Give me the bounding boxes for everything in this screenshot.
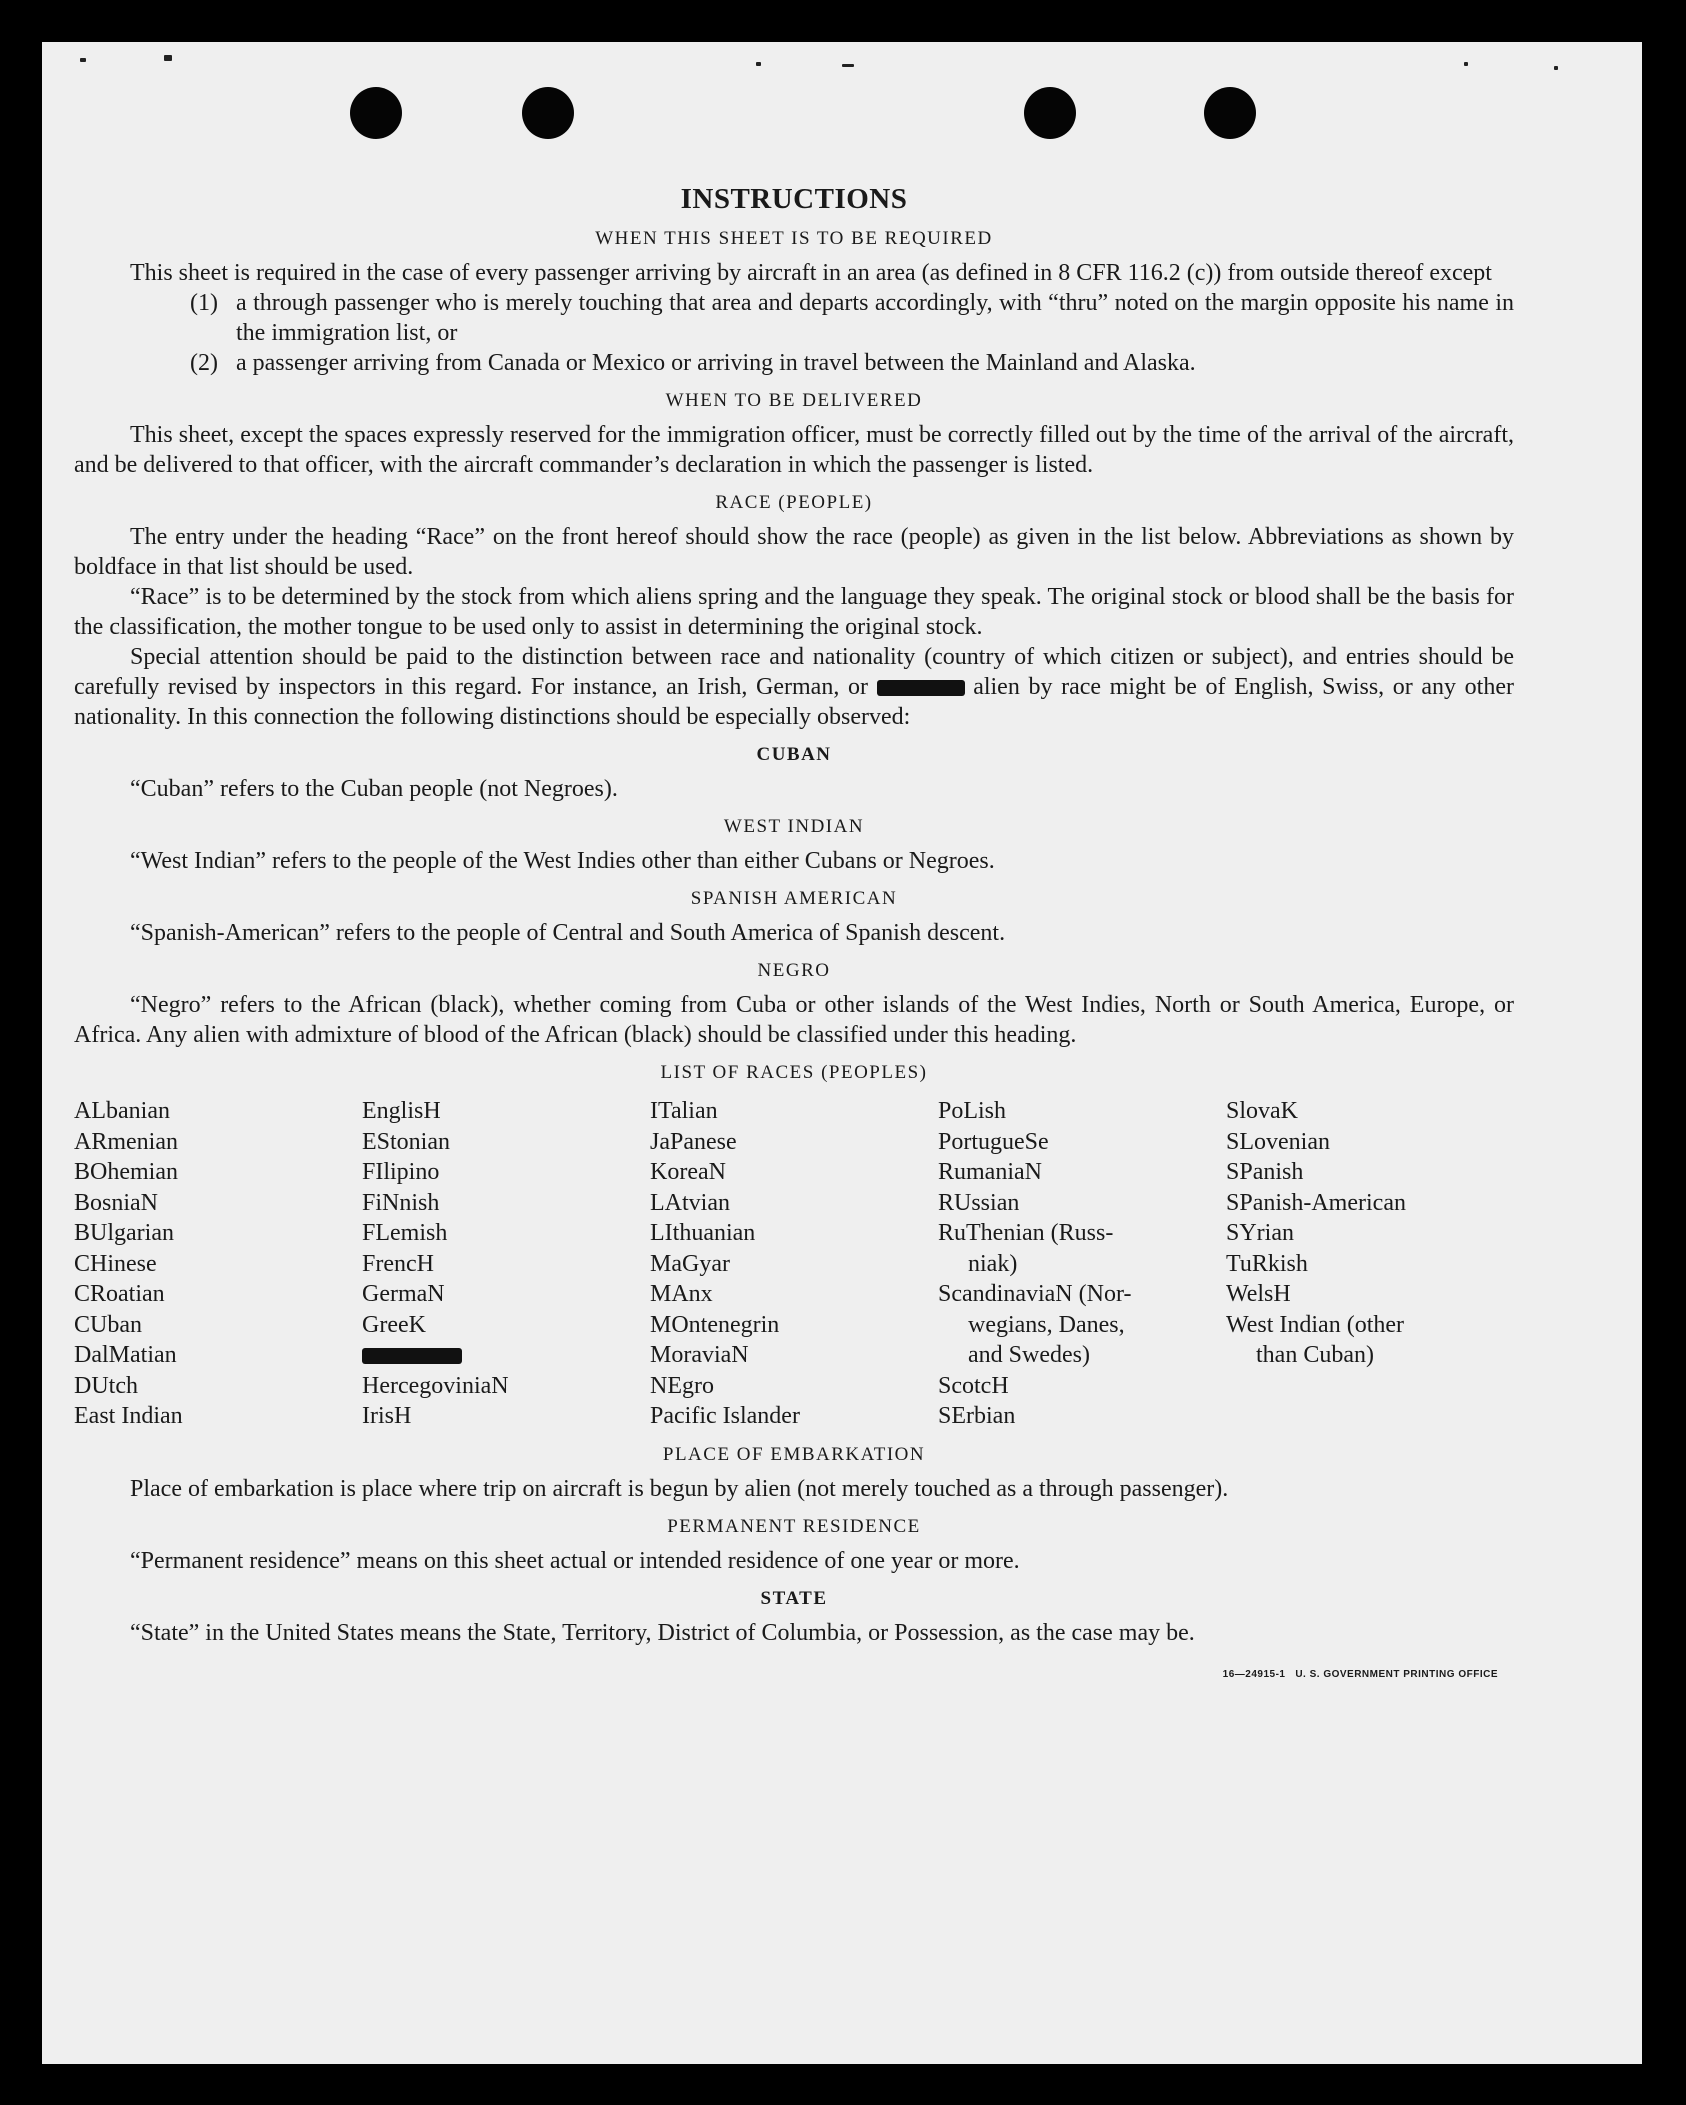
delivered-text: This sheet, except the spaces expressly reserved for the immigration officer, must be correctly filled out by the time of the arrival of the aircraft, and be delivered to that officer, with the aircraft commander’s declaration in which the passenger is listed. (74, 422, 1514, 478)
race-entry: JaPanese (650, 1128, 737, 1155)
section-heading-state: STATE (760, 1587, 828, 1609)
race-entry: Pacific Islander (650, 1403, 800, 1429)
exception-item (190, 348, 1514, 378)
race-entry: than Cuban) (1256, 1342, 1374, 1368)
race-entry: FrencH (362, 1250, 434, 1277)
punch-hole (350, 87, 402, 139)
section-heading-race: RACE (PEOPLE) (715, 492, 873, 513)
residence-text: “Permanent residence” means on this sheet actual or intended residence of one year or more. (130, 1547, 1020, 1574)
spanish-american-text: “Spanish-American” refers to the people of Central and South America of Spanish descent. (130, 920, 1006, 946)
required-intro: This sheet is required in the case of every passenger arriving by aircraft in an area (as defined in 8 CFR 116.2 (c)) from outside thereof except (130, 260, 1492, 286)
race-entry: EStonian (362, 1128, 450, 1155)
race-entry: RUssian (938, 1189, 1020, 1216)
page-footer (74, 1648, 1514, 1690)
negro-text: “Negro” refers to the African (black), whether coming from Cuba or other islands of the West Indies, North or South America, Europe, or Africa. Any alien with admixture of blood of the African (black) should be classified under this heading. (74, 992, 1514, 1048)
redaction-mark (362, 1348, 462, 1364)
race-entry: FLemish (362, 1220, 448, 1246)
section-heading-list: LIST OF RACES (PEOPLES) (660, 1062, 928, 1083)
document-page (42, 42, 1642, 2064)
form-number: 16—24915-1 (1222, 1668, 1286, 1680)
race-entry: GreeK (362, 1311, 426, 1338)
race-entry: LAtvian (650, 1189, 730, 1216)
race-entry: SErbian (938, 1403, 1016, 1429)
item-number: (1) (190, 290, 218, 316)
race-entry: ITalian (650, 1098, 718, 1124)
race-paragraph-1: The entry under the heading “Race” on the front hereof should show the race (people) as given in the list below. Abbreviations as shown by boldface in that list should be used. (74, 524, 1514, 580)
document-body (74, 182, 1514, 1690)
exception-item (190, 288, 1514, 348)
item-text: a passenger arriving from Canada or Mexico or arriving in travel between the Mainland and Alaska. (236, 350, 1196, 376)
race-entry: BosniaN (74, 1189, 158, 1216)
printer-name: U. S. GOVERNMENT PRINTING OFFICE (1295, 1668, 1498, 1680)
race-entry: EnglisH (362, 1098, 441, 1124)
race-entry: ARmenian (74, 1128, 178, 1155)
item-number: (2) (190, 350, 218, 376)
race-entry: LIthuanian (650, 1220, 756, 1246)
race-column (362, 1096, 650, 1432)
race-list (74, 1096, 1514, 1432)
race-entry: GermaN (362, 1281, 445, 1307)
race-entry: ScandinaviaN (Nor- (938, 1281, 1132, 1307)
section-heading-west-indian: WEST INDIAN (723, 816, 865, 837)
race-entry: KoreaN (650, 1159, 726, 1185)
punch-hole (1024, 87, 1076, 139)
race-paragraph-3-start: Special attention should be paid to the distinction between race and nationality (country of which citizen or subject), and entries should be carefully revised by inspectors in this regard. For instance, an Irish, German, or (74, 644, 1514, 700)
speck (842, 64, 854, 67)
race-entry: SLovenian (1226, 1128, 1330, 1155)
section-heading-cuban: CUBAN (756, 744, 832, 765)
punch-hole (522, 87, 574, 139)
speck (1554, 66, 1558, 70)
redaction-mark (877, 680, 965, 696)
race-paragraph-3 (74, 642, 1514, 732)
race-entry (362, 1340, 650, 1371)
race-entry: HercegoviniaN (362, 1372, 509, 1399)
race-entry: FiNnish (362, 1189, 440, 1216)
race-entry: TuRkish (1226, 1250, 1308, 1277)
race-entry: FIlipino (362, 1159, 440, 1185)
cuban-text: “Cuban” refers to the Cuban people (not Negroes). (130, 776, 618, 802)
speck (756, 62, 761, 66)
race-entry: SPanish (1226, 1159, 1304, 1185)
speck (164, 55, 172, 61)
embarkation-text: Place of embarkation is place where trip on aircraft is begun by alien (not merely touched as a through passenger). (130, 1475, 1229, 1502)
printer-imprint (1223, 1660, 1498, 1690)
section-heading-required: WHEN THIS SHEET IS TO BE REQUIRED (595, 228, 993, 249)
race-entry: wegians, Danes, (968, 1311, 1125, 1338)
page-title: INSTRUCTIONS (680, 183, 908, 215)
speck (80, 58, 86, 62)
race-paragraph-2: “Race” is to be determined by the stock from which aliens spring and the language they speak. The original stock or blood shall be the basis for the classification, the mother tongue to be used only to assist in determining the original stock. (74, 584, 1514, 640)
race-entry: and Swedes) (968, 1342, 1090, 1368)
west-indian-text: “West Indian” refers to the people of the West Indies other than either Cubans or Negroes. (130, 848, 995, 874)
race-entry: CRoatian (74, 1281, 165, 1307)
race-entry: MoraviaN (650, 1342, 749, 1368)
race-entry: RumaniaN (938, 1159, 1042, 1185)
race-entry: IrisH (362, 1403, 412, 1429)
race-entry: DalMatian (74, 1342, 177, 1368)
race-entry: niak) (968, 1250, 1018, 1277)
race-entry: MAnx (650, 1281, 713, 1307)
item-text: a through passenger who is merely touching that area and departs accordingly, with “thru” noted on the margin opposite his name in the immigration list, or (236, 290, 1514, 346)
speck (1464, 62, 1468, 66)
section-heading-spanish-american: SPANISH AMERICAN (690, 888, 898, 909)
race-entry: BUlgarian (74, 1220, 174, 1246)
race-column (650, 1096, 938, 1432)
race-entry: CHinese (74, 1250, 157, 1277)
race-entry: ScotcH (938, 1372, 1009, 1399)
race-entry: DUtch (74, 1372, 138, 1399)
race-paragraph-3-end: alien by race might be of English, Swiss, or any other nationality. In this connection the following distinctions should be especially observed: (74, 674, 1514, 730)
race-entry: NEgro (650, 1372, 714, 1399)
race-entry: CUban (74, 1311, 142, 1338)
punch-hole (1204, 87, 1256, 139)
race-entry: SYrian (1226, 1220, 1294, 1246)
race-entry: PoLish (938, 1098, 1007, 1124)
section-heading-residence: PERMANENT RESIDENCE (667, 1515, 921, 1537)
race-entry: MOntenegrin (650, 1311, 780, 1338)
section-heading-embarkation: PLACE OF EMBARKATION (662, 1443, 926, 1465)
race-entry: SlovaK (1226, 1098, 1298, 1124)
race-column (1226, 1096, 1514, 1432)
race-entry: RuThenian (Russ- (938, 1220, 1114, 1246)
race-entry: WelsH (1226, 1281, 1291, 1307)
section-heading-delivered: WHEN TO BE DELIVERED (665, 390, 923, 411)
race-entry: West Indian (other (1226, 1311, 1405, 1338)
race-column (938, 1096, 1226, 1432)
race-entry: SPanish-American (1226, 1189, 1406, 1216)
state-text: “State” in the United States means the State, Territory, District of Columbia, or Possession, as the case may be. (130, 1619, 1195, 1646)
race-entry: PortugueSe (938, 1128, 1049, 1155)
race-entry: East Indian (74, 1403, 183, 1429)
race-entry: BOhemian (74, 1159, 178, 1185)
race-entry: MaGyar (650, 1250, 730, 1277)
race-column (74, 1096, 362, 1432)
section-heading-negro: NEGRO (757, 960, 831, 981)
race-entry: ALbanian (74, 1098, 170, 1124)
